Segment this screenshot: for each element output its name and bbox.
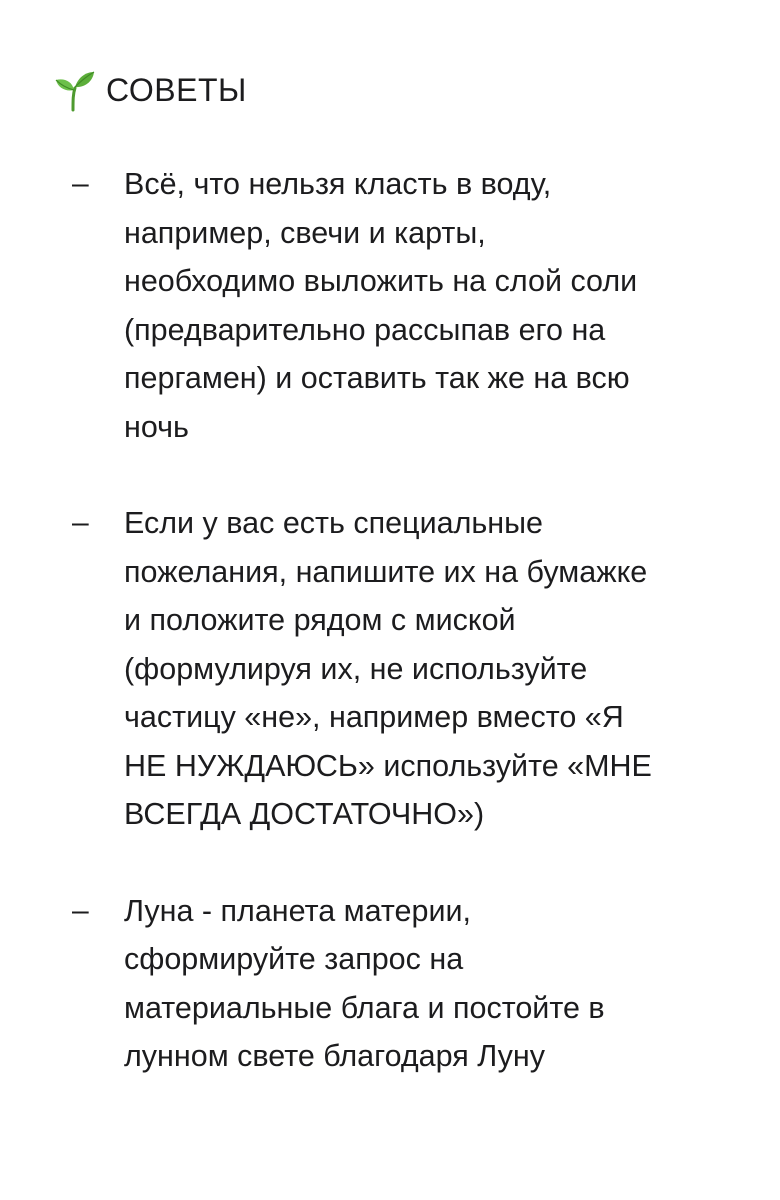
list-marker: –: [72, 167, 89, 200]
list-item: [0, 160, 780, 451]
tip-text: Луна - планета материи, сформируйте запрос на материальные блага и постойте в лунном свете благодаря Луну: [124, 893, 605, 1073]
list-item: [0, 499, 780, 839]
sprout-icon: [52, 68, 96, 112]
section-title: СОВЕТЫ: [106, 71, 247, 108]
tip-text: Всё, что нельзя класть в воду, например, свечи и карты, необходимо выложить на слой соли (предварительно рассыпав его на пергамен) и оставить так же на всю ночь: [124, 167, 638, 444]
list-marker: –: [72, 893, 89, 927]
tips-list: [0, 160, 780, 1129]
section-header: [52, 66, 247, 114]
tip-text: Если у вас есть специальные пожелания, напишите их на бумажке и положите рядом с миской (формулируя их, не используйте частицу «не», например вместо «Я НЕ НУЖДАЮСЬ» используйте «МНЕ ВСЕГДА ДОСТАТОЧНО»): [124, 506, 652, 831]
list-item: [0, 887, 780, 1081]
list-marker: –: [72, 506, 89, 539]
